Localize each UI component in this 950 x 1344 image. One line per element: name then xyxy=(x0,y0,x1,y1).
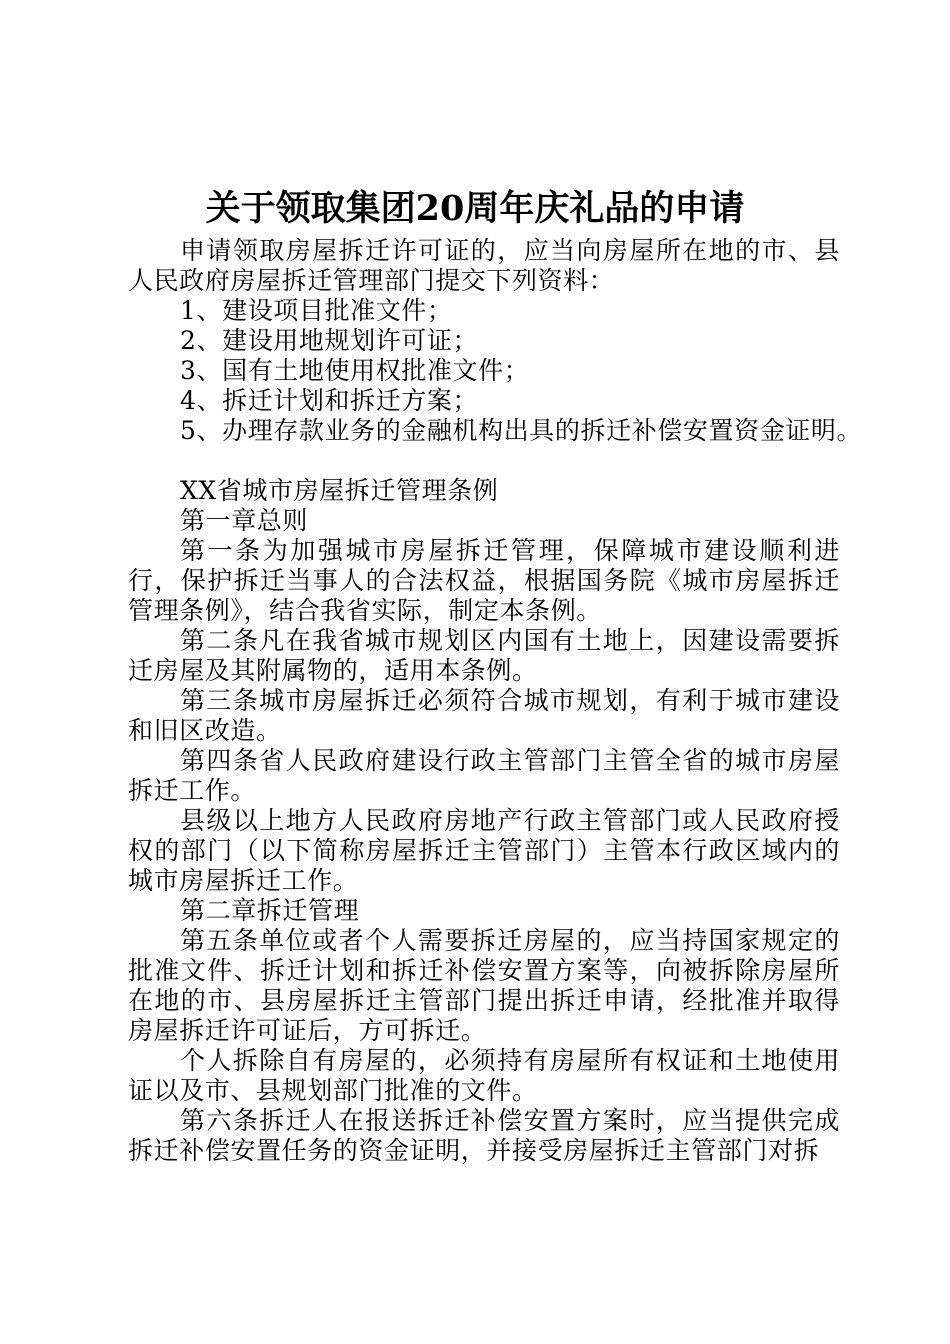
list-item-3: 3、国有土地使用权批准文件； xyxy=(180,356,530,385)
article-5-individual-paragraph: 个人拆除自有房屋的，必须持有房屋所有权证和土地使用证以及市、县规划部门批准的文件。 xyxy=(128,1046,840,1105)
article-5: 第五条单位或者个人需要拆迁房屋的，应当持国家规定的批准文件、拆迁计划和拆迁补偿安置方案等，向被拆除房屋所在地的市、县房屋拆迁主管部门提出拆迁申请，经批准并取得房屋拆迁许可证后，方可拆迁。 xyxy=(128,926,840,1045)
list-item-4: 4、拆迁计划和拆迁方案； xyxy=(180,386,479,415)
article-4-county-paragraph: 县级以上地方人民政府房地产行政主管部门或人民政府授权的部门（以下简称房屋拆迁主管部门）主管本行政区域内的城市房屋拆迁工作。 xyxy=(128,806,840,895)
paragraph-application-intro: 申请领取房屋拆迁许可证的，应当向房屋所在地的市、县人民政府房屋拆迁管理部门提交下列资料： xyxy=(128,236,840,295)
article-1: 第一条为加强城市房屋拆迁管理，保障城市建设顺利进行，保护拆迁当事人的合法权益，根据国务院《城市房屋拆迁管理条例》，结合我省实际，制定本条例。 xyxy=(128,536,840,625)
list-item-5: 5、办理存款业务的金融机构出具的拆迁补偿安置资金证明。 xyxy=(180,416,863,445)
regulation-title: XX省城市房屋拆迁管理条例 xyxy=(180,476,499,505)
list-item-2: 2、建设用地规划许可证； xyxy=(180,326,479,355)
document-body xyxy=(128,236,863,1166)
list-item-1: 1、建设项目批准文件； xyxy=(180,296,453,325)
article-4: 第四条省人民政府建设行政主管部门主管全省的城市房屋拆迁工作。 xyxy=(128,746,840,805)
document-title: 关于领取集团20周年庆礼品的申请 xyxy=(205,188,745,229)
article-6: 第六条拆迁人在报送拆迁补偿安置方案时，应当提供完成拆迁补偿安置任务的资金证明，并接受房屋拆迁主管部门对拆 xyxy=(128,1106,840,1165)
article-3: 第三条城市房屋拆迁必须符合城市规划，有利于城市建设和旧区改造。 xyxy=(128,686,840,745)
chapter-2-heading: 第二章拆迁管理 xyxy=(180,896,360,925)
article-2: 第二条凡在我省城市规划区内国有土地上，因建设需要拆迁房屋及其附属物的，适用本条例。 xyxy=(128,626,840,685)
chapter-1-heading: 第一章总则 xyxy=(180,506,309,535)
